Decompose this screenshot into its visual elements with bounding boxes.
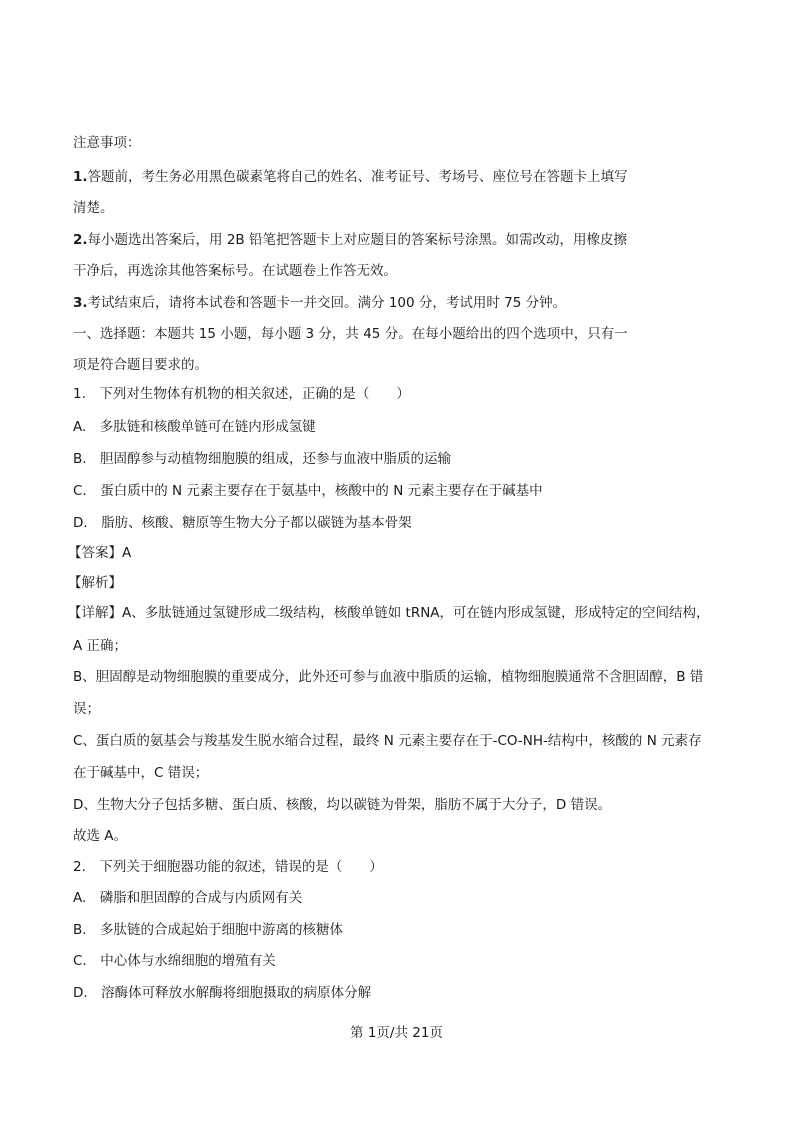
question-1-option-c: C. 蛋白质中的 N 元素主要存在于氨基中，核酸中的 N 元素主要存在于碱基中 xyxy=(73,483,543,499)
question-1-detail-line-4: 误； xyxy=(73,701,100,717)
notice-item-number: 3. xyxy=(73,295,88,311)
question-1-detail-line-5: C、蛋白质的氨基会与羧基发生脱水缩合过程，最终 N 元素主要存在于-CO-NH-结构中，核酸的 N 元素存 xyxy=(73,733,702,749)
question-1-detail-line-6: 在于碱基中，C 错误； xyxy=(73,765,209,781)
notice-item-2-line-2: 干净后，再选涂其他答案标号。在试题卷上作答无效。 xyxy=(73,263,397,279)
notice-item-text: 考试结束后，请将本试卷和答题卡一并交回。满分 100 分，考试用时 75 分钟。 xyxy=(87,295,567,311)
section-heading-line-1: 一、选择题：本题共 15 小题，每小题 3 分，共 45 分。在每小题给出的四个选项中，只有一 xyxy=(73,326,628,342)
notice-item-text: 答题前，考生务必用黑色碳素笔将自己的姓名、准考证号、考场号、座位号在答题卡上填写 xyxy=(87,169,628,185)
question-1-detail-line-3: B、胆固醇是动物细胞膜的重要成分，此外还可参与血液中脂质的运输，植物细胞膜通常不含胆固醇，B 错 xyxy=(73,669,704,685)
notice-item-2-line-1 xyxy=(73,230,627,250)
question-1-option-a: A. 多肽链和核酸单链可在链内形成氢键 xyxy=(73,419,316,435)
question-1-option-d: D. 脂肪、核酸、糖原等生物大分子都以碳链为基本骨架 xyxy=(73,515,412,531)
question-1-detail-line-7: D、生物大分子包括多糖、蛋白质、核酸，均以碳链为骨架，脂肪不属于大分子，D 错误。 xyxy=(73,797,612,813)
question-2-option-a: A. 磷脂和胆固醇的合成与内质网有关 xyxy=(73,890,303,906)
section-heading-line-2: 项是符合题目要求的。 xyxy=(73,357,208,373)
question-1-detail-line-2: A 正确； xyxy=(73,638,128,654)
question-2-option-d: D. 溶酶体可释放水解酶将细胞摄取的病原体分解 xyxy=(73,985,372,1001)
question-1-conclusion: 故选 A。 xyxy=(73,828,128,844)
notice-item-1-line-2: 清楚。 xyxy=(73,200,114,216)
notice-item-3 xyxy=(73,293,566,313)
page-footer: 第 1页/共 21页 xyxy=(350,1025,443,1041)
notice-title: 注意事项： xyxy=(73,135,141,151)
question-1-analysis-label: 【解析】 xyxy=(68,575,122,591)
notice-item-number: 1. xyxy=(73,169,88,185)
question-2-option-c: C. 中心体与水绵细胞的增殖有关 xyxy=(73,953,276,969)
question-1-answer: 【答案】A xyxy=(68,545,132,561)
question-1-stem: 1. 下列对生物体有机物的相关叙述，正确的是（ ） xyxy=(73,386,410,402)
question-2-stem: 2. 下列关于细胞器功能的叙述，错误的是（ ） xyxy=(73,859,383,875)
question-1-detail-line-1: 【详解】A、多肽链通过氢键形成二级结构，核酸单链如 tRNA，可在链内形成氢键，形成特定的空间结构， xyxy=(68,605,710,621)
question-1-option-b: B. 胆固醇参与动植物细胞膜的组成，还参与血液中脂质的运输 xyxy=(73,451,452,467)
notice-item-1-line-1 xyxy=(73,167,628,187)
notice-item-number: 2. xyxy=(73,232,88,248)
question-2-option-b: B. 多肽链的合成起始于细胞中游离的核糖体 xyxy=(73,922,344,938)
notice-item-text: 每小题选出答案后，用 2B 铅笔把答题卡上对应题目的答案标号涂黑。如需改动，用橡皮擦 xyxy=(87,232,627,248)
